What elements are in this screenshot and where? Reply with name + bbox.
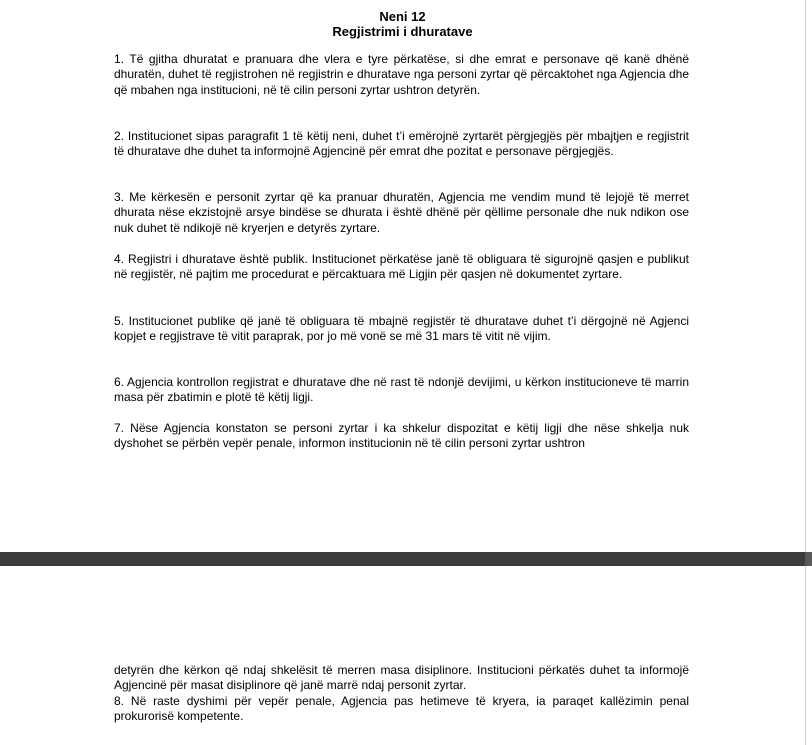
paragraph-3: 3. Me kërkesën e personit zyrtar që ka pranuar dhuratën, Agjencia me vendim mund të lejojë të merret dhurata nëse ekzistojnë arsye bindëse se dhurata i është dhënë për qëllime personale dhe nuk ndikon ose nuk duhet të ndikojë në kryerjen e detyrës zyrtare. (114, 190, 689, 235)
paragraph-1: 1. Të gjitha dhuratat e pranuara dhe vlera e tyre përkatëse, si dhe emrat e personave që kanë dhënë dhuratën, duhet të regjistrohen në regjistrin e dhuratave nga personi zyrtar që përcaktohet nga Agjencia dhe që mbahen nga institucioni, në të cilin personi zyrtar ushtron detyrën. (114, 52, 689, 97)
document-page-2 (0, 566, 806, 745)
article-number: Neni 12 (379, 9, 426, 24)
paragraph-7-continuation: detyrën dhe kërkon që ndaj shkelësit të merren masa disiplinore. Institucioni përkatës duhet ta informojë Agjencinë për masat disiplinore që janë marrë ndaj personit zyrtar. (114, 663, 689, 693)
paragraph-4: 4. Regjistri i dhuratave është publik. Institucionet përkatëse janë të obliguara të sigurojnë qasjen e publikut në regjistër, në pajtim me procedurat e përcaktuara më Ligjin për qasjen në dokumentet zyrtare. (114, 252, 689, 282)
paragraph-5: 5. Institucionet publike që janë të obliguara të mbajnë regjistër të dhuratave duhet t’i dërgojnë në Agjenci kopjet e regjistrave të vitit paraprak, por jo më vonë se më 31 mars të vitit në vijim. (114, 314, 689, 344)
paragraph-8: 8. Në raste dyshimi për vepër penale, Agjencia pas hetimeve të kryera, ia paraqet kallëzimin penal prokurorisë kompetente. (114, 694, 689, 724)
article-title: Regjistrimi i dhuratave (332, 24, 473, 39)
paragraph-7: 7. Nëse Agjencia konstaton se personi zyrtar i ka shkelur dispozitat e këtij ligji dhe nëse shkelja nuk dyshohet se përbën vepër penale, informon institucionin në të cilin personi zyrtar ushtron (114, 421, 689, 451)
paragraph-6: 6. Agjencia kontrollon regjistrat e dhuratave dhe në rast të ndonjë devijimi, u kërkon institucioneve të marrin masa për zbatimin e plotë të këtij ligji. (114, 375, 689, 405)
paragraph-2: 2. Institucionet sipas paragrafit 1 të këtij neni, duhet t’i emërojnë zyrtarët përgjegjës për mbajtjen e regjistrit të dhuratave dhe duhet ta informojnë Agjencinë për emrat dhe pozitat e personave përgjegjës. (114, 129, 689, 159)
page-separator (0, 552, 812, 566)
